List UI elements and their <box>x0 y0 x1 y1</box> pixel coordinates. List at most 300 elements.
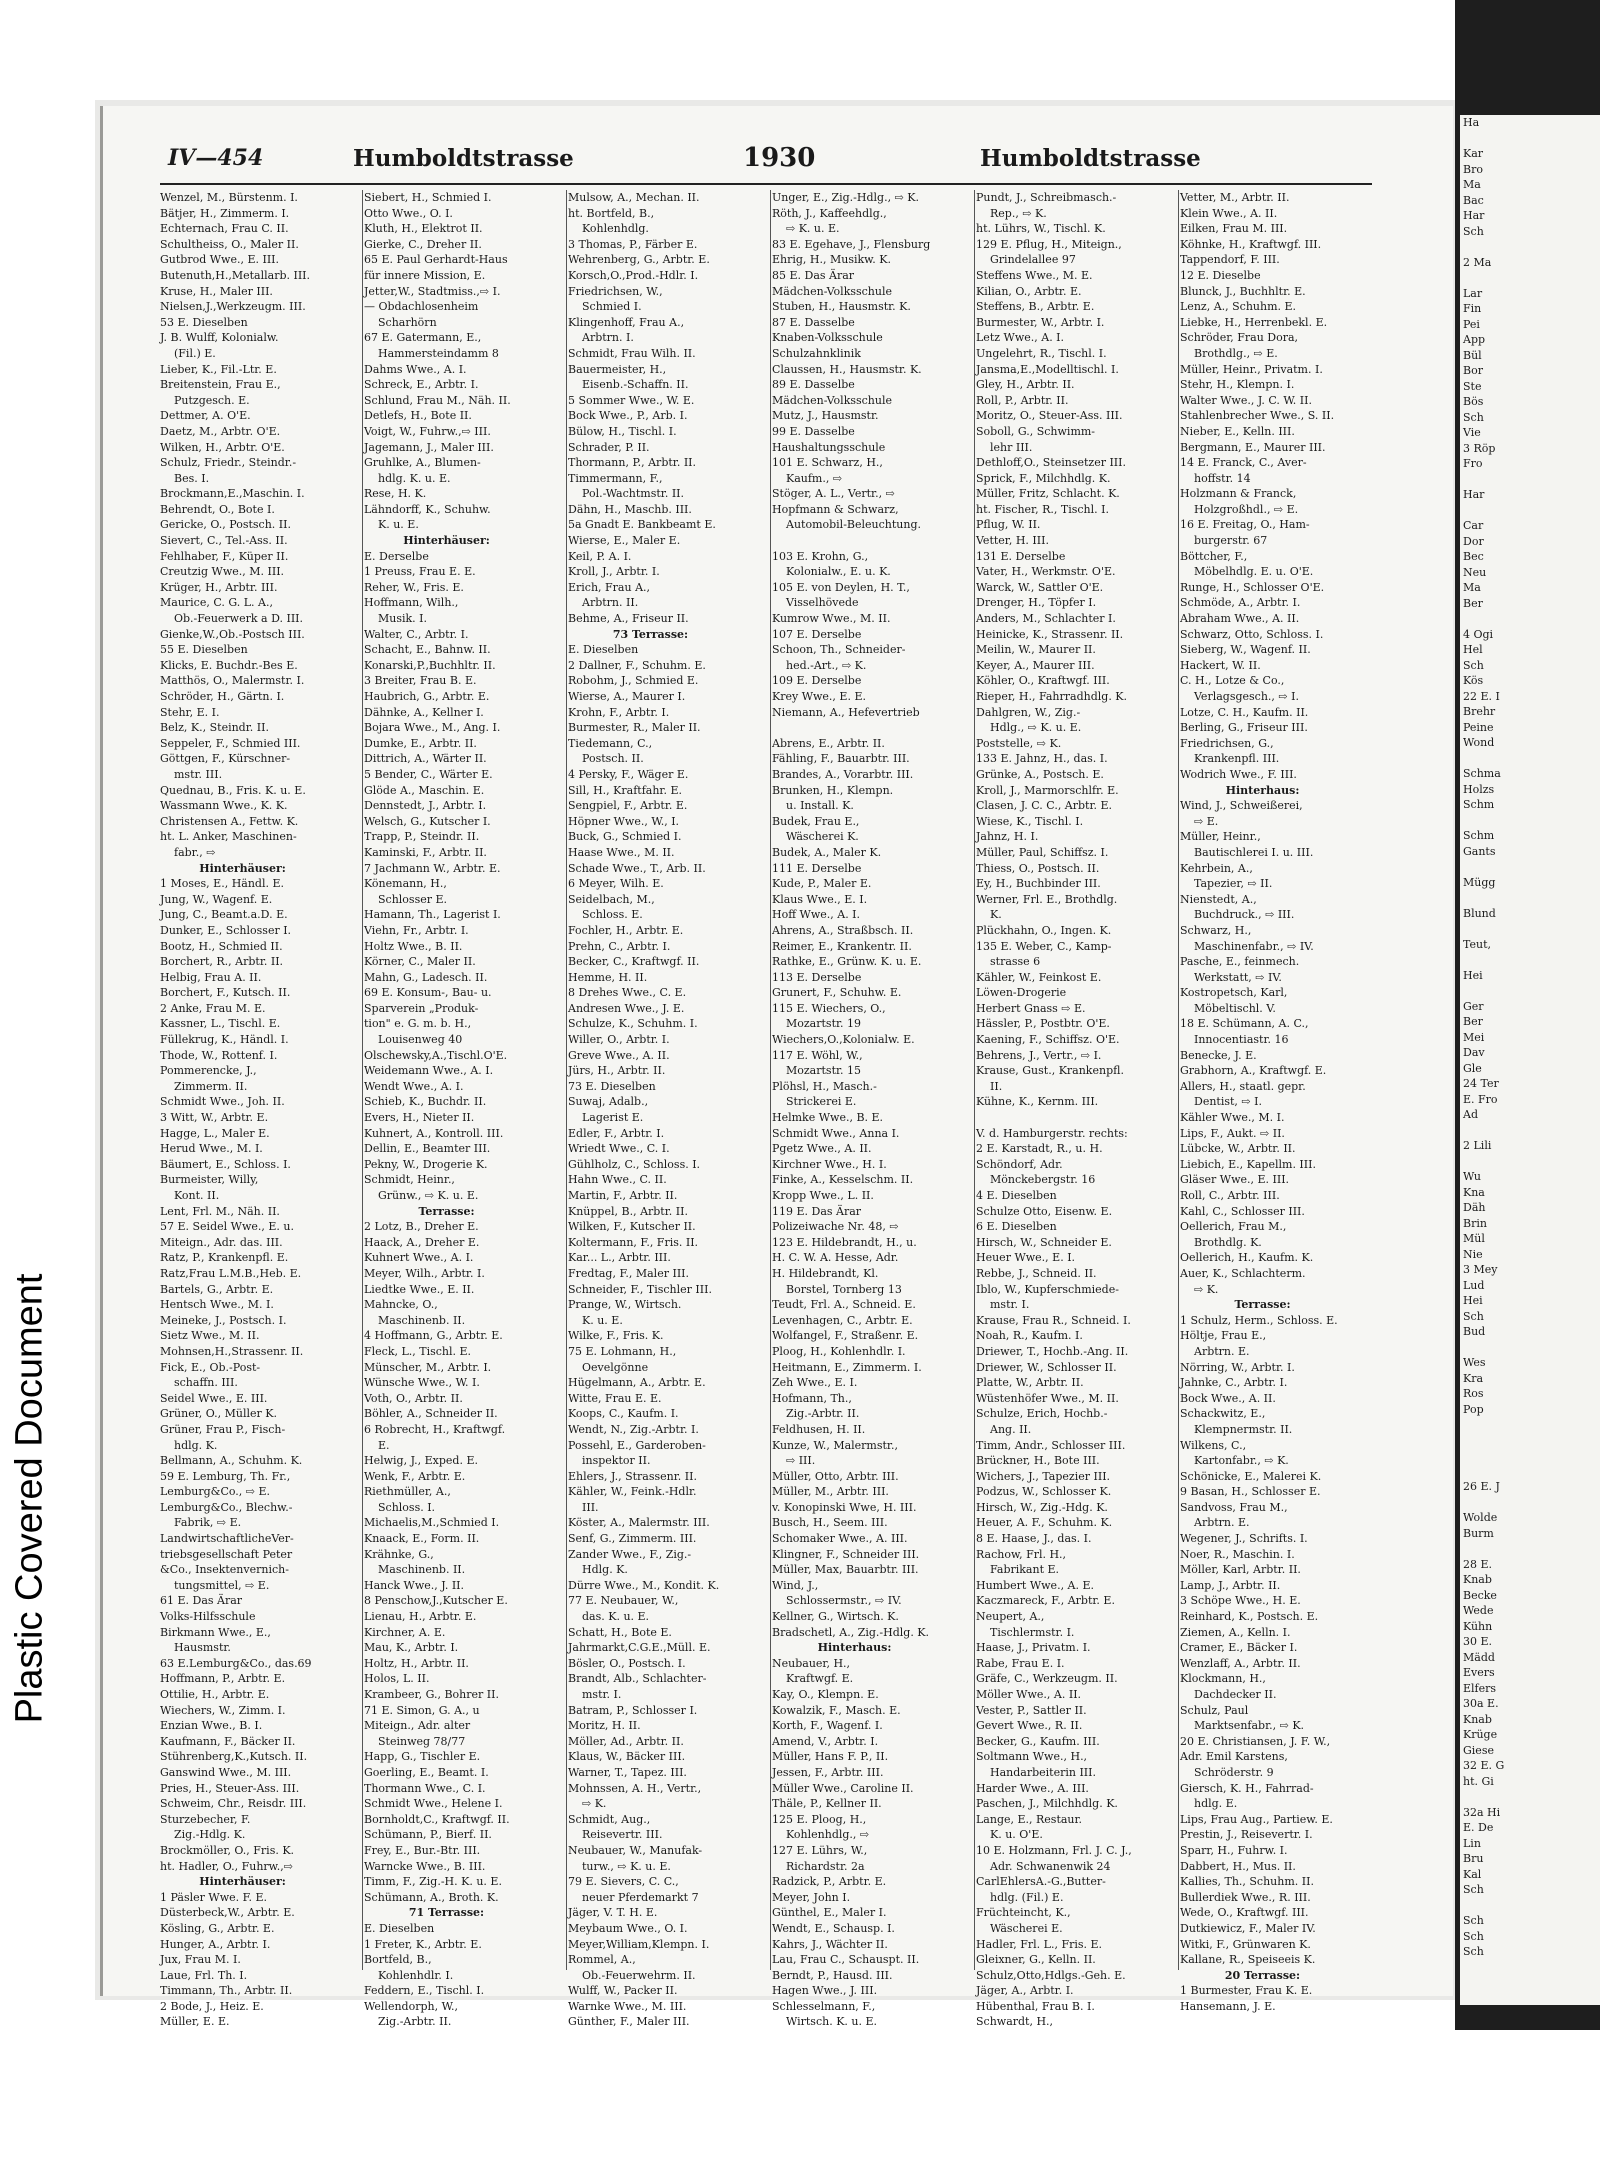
fragment-entry: 32a Hi <box>1463 1805 1501 1819</box>
directory-entry: Abrens, E., Arbtr. II. <box>772 736 885 750</box>
directory-entry: Evers, H., Nieter II. <box>364 1111 475 1125</box>
directory-entry: 16 E. Freitag, O., Ham- <box>1180 518 1310 532</box>
directory-entry: Laue, Frl. Th. I. <box>160 1968 248 1982</box>
directory-entry: Hammersteindamm 8 <box>378 346 499 360</box>
adjacent-page-fragment <box>1460 115 1600 2005</box>
directory-entry: Herbert Gnass ⇨ E. <box>976 1001 1086 1015</box>
directory-entry: 77 E. Neubauer, W., <box>568 1594 679 1608</box>
directory-entry: Kumrow Wwe., M. II. <box>772 612 891 626</box>
directory-entry: Steffens, B., Arbtr. E. <box>976 300 1095 314</box>
fragment-entry: Wond <box>1463 736 1495 749</box>
directory-entry: Schlossermstr., ⇨ IV. <box>786 1594 902 1608</box>
directory-entry: Kirchner, A. E. <box>364 1625 446 1639</box>
directory-entry: Ey, H., Buchbinder III. <box>976 877 1101 891</box>
directory-entry: Lent, Frl. M., Näh. II. <box>160 1204 280 1218</box>
directory-entry: Meyer, John I. <box>772 1890 851 1904</box>
directory-entry: Schulz, Paul <box>1180 1703 1249 1717</box>
directory-entry: Musik. I. <box>378 612 428 626</box>
directory-entry: Frey, E., Bur.-Btr. III. <box>364 1843 481 1857</box>
directory-entry: Gericke, O., Postsch. II. <box>160 518 291 532</box>
directory-entry: 115 E. Wiechers, O., <box>772 1001 886 1015</box>
directory-entry: Gierke, C., Dreher II. <box>364 237 482 251</box>
column-divider <box>566 190 567 1970</box>
directory-entry: Kowalzik, F., Masch. E. <box>772 1703 901 1717</box>
directory-entry: 3 Schöpe Wwe., H. E. <box>1180 1594 1301 1608</box>
directory-entry: Kösling, G., Arbtr. E. <box>160 1921 275 1935</box>
directory-entry: Gläser Wwe., E. III. <box>1180 1173 1290 1187</box>
directory-entry: Dunker, E., Schlosser I. <box>160 923 292 937</box>
directory-entry: 5 Bender, C., Wärter E. <box>364 767 493 781</box>
directory-entry: Wäscherei E. <box>990 1921 1063 1935</box>
directory-entry: Hemme, H. II. <box>568 970 648 984</box>
fragment-entry: Mül <box>1463 1232 1485 1245</box>
directory-entry: Sparr, H., Fuhrw. I. <box>1180 1843 1288 1857</box>
directory-entry: Moritz, H. II. <box>568 1719 641 1733</box>
fragment-entry: Teut, <box>1463 937 1491 951</box>
directory-entry: 61 E. Das Ärar <box>160 1594 243 1608</box>
fragment-entry: Vie <box>1463 426 1481 439</box>
directory-entry: (Fil.) E. <box>174 346 216 360</box>
fragment-entry: Peine <box>1463 720 1494 734</box>
directory-entry: Jäger, V. T. H. E. <box>568 1906 658 1920</box>
directory-entry: ⇨ K. <box>582 1797 607 1811</box>
directory-entry: Wierse, E., Maler E. <box>568 534 681 548</box>
directory-entry: Schwarz, Otto, Schloss. I. <box>1180 627 1324 641</box>
directory-entry: Witte, Frau E. E. <box>568 1391 662 1405</box>
directory-entry: Schloss. E. <box>582 908 643 922</box>
fragment-entry: Knab <box>1463 1573 1492 1586</box>
directory-entry: 83 E. Egehave, J., Flensburg <box>772 237 931 251</box>
directory-entry: Gräfe, C., Werkzeugm. II. <box>976 1672 1118 1686</box>
directory-entry: Grabhorn, A., Kraftwgf. E. <box>1180 1064 1327 1078</box>
directory-entry: Schomaker Wwe., A. III. <box>772 1532 908 1546</box>
directory-entry: Fabrikant E. <box>990 1563 1060 1577</box>
directory-entry: Lau, Frau C., Schauspt. II. <box>772 1953 920 1967</box>
directory-entry: Mädchen-Volksschule <box>772 284 893 298</box>
directory-entry: Eisenb.-Schaffn. II. <box>582 378 689 392</box>
directory-entry: Stöger, A. L., Vertr., ⇨ <box>772 487 895 501</box>
directory-entry: Kont. II. <box>174 1189 220 1202</box>
fragment-entry: 32 E. G <box>1463 1759 1505 1772</box>
directory-entry: Werkstatt, ⇨ IV. <box>1194 970 1282 984</box>
directory-entry: Jetter,W., Stadtmiss.,⇨ I. <box>364 284 501 298</box>
directory-entry: Höpner Wwe., W., I. <box>568 814 680 828</box>
directory-entry: 85 E. Das Ärar <box>772 268 855 282</box>
directory-entry: Jahnz, H. I. <box>976 830 1039 844</box>
directory-entry: Jux, Frau M. I. <box>160 1953 241 1967</box>
directory-entry: Körner, C., Maler II. <box>364 955 476 969</box>
directory-entry: Moritz, O., Steuer-Ass. III. <box>976 409 1123 423</box>
directory-entry: Hoff Wwe., A. I. <box>772 908 861 922</box>
directory-entry: hed.-Art., ⇨ K. <box>786 658 867 672</box>
directory-entry: 79 E. Sievers, C. C., <box>568 1875 679 1889</box>
directory-entry: — Obdachlosenheim <box>364 300 479 314</box>
directory-entry: Walter, C., Arbtr. I. <box>364 627 469 641</box>
directory-entry: Lenz, A., Schuhm. E. <box>1180 300 1297 314</box>
directory-entry: Schröderstr. 9 <box>1194 1765 1274 1779</box>
directory-entry: 55 E. Dieselben <box>160 643 248 657</box>
directory-entry: Teudt, Frl. A., Schneid. E. <box>772 1298 916 1312</box>
directory-entry: 103 E. Krohn, G., <box>772 549 869 563</box>
directory-entry: 57 E. Seidel Wwe., E. u. <box>160 1220 294 1234</box>
directory-entry: Kroll, J., Marmorschlfr. E. <box>976 783 1119 797</box>
directory-entry: K. u. E. <box>378 518 419 532</box>
directory-entry: Werner, Frl. E., Brothdlg. <box>976 892 1118 906</box>
fragment-entry: Evers <box>1463 1666 1495 1679</box>
directory-entry: 1 Schulz, Herm., Schloss. E. <box>1180 1313 1338 1327</box>
directory-entry: Cramer, E., Bäcker I. <box>1180 1641 1298 1655</box>
directory-entry: Kaufm., ⇨ <box>786 471 843 485</box>
fragment-entry: E. De <box>1463 1821 1494 1834</box>
directory-entry: Zig.-Arbtr. II. <box>786 1407 860 1421</box>
directory-entry: hoffstr. 14 <box>1194 471 1251 485</box>
directory-entry: Holzmann & Franck, <box>1180 487 1297 501</box>
directory-entry: Thormann, P., Arbtr. II. <box>568 456 697 470</box>
fragment-entry: Wede <box>1463 1604 1494 1617</box>
fragment-entry: Kna <box>1463 1185 1485 1199</box>
directory-entry: Kähler, W., Feink.-Hdlr. <box>568 1485 697 1499</box>
directory-entry: Borchert, R., Arbtr. II. <box>160 955 284 969</box>
directory-entry: Schloss. I. <box>378 1500 436 1514</box>
directory-entry: Handarbeiterin III. <box>990 1765 1096 1779</box>
directory-entry: Soltmann Wwe., H., <box>976 1750 1088 1764</box>
section-heading: 71 Terrasse: <box>408 1906 485 1920</box>
directory-entry: Ahrens, A., Straßbsch. II. <box>772 923 914 937</box>
directory-entry: neuer Pferdemarkt 7 <box>582 1890 699 1904</box>
directory-entry: Nörring, W., Arbtr. I. <box>1180 1360 1295 1374</box>
directory-entry: 73 E. Dieselben <box>568 1079 656 1093</box>
directory-entry: Holtz, H., Arbtr. II. <box>364 1656 469 1670</box>
directory-entry: Bock Wwe., A. II. <box>1180 1391 1276 1405</box>
directory-entry: K. u. E. <box>582 1313 623 1327</box>
header-rule <box>160 183 1372 185</box>
directory-entry: 119 E. Das Ärar <box>772 1204 862 1218</box>
directory-entry: mstr. III. <box>174 767 223 781</box>
directory-entry: Poststelle, ⇨ K. <box>976 736 1062 750</box>
plastic-covered-label <box>0 1188 60 1808</box>
directory-entry: Rabe, Frau E. I. <box>976 1656 1065 1670</box>
fragment-entry: Dor <box>1463 534 1484 548</box>
directory-entry: Klicks, E. Buchdr.-Bes E. <box>160 658 298 672</box>
directory-entry: Tischlermstr. I. <box>990 1625 1075 1639</box>
directory-entry: Köster, A., Malermstr. III. <box>568 1516 710 1530</box>
directory-entry: Kohlenhdlr. I. <box>378 1968 454 1982</box>
directory-entry: Anders, M., Schlachter I. <box>976 612 1116 626</box>
directory-entry: Brandt, Alb., Schlachter- <box>568 1672 707 1686</box>
directory-entry: Birkmann Wwe., E., <box>160 1625 271 1639</box>
directory-entry: E. <box>378 1438 390 1452</box>
directory-entry: 8 Drehes Wwe., C. E. <box>568 986 687 1000</box>
directory-entry: Gühlholz, C., Schloss. I. <box>568 1157 701 1171</box>
fragment-entry: Mügg <box>1463 875 1496 889</box>
directory-entry: 5a Gnadt E. Bankbeamt E. <box>568 518 716 532</box>
directory-entry: Hahn Wwe., C. II. <box>568 1173 667 1187</box>
directory-entry: Lamp, J., Arbtr. II. <box>1180 1578 1281 1592</box>
directory-entry: ⇨ E. <box>1194 814 1219 828</box>
directory-entry: Butenuth,H.,Metallarb. III. <box>160 268 311 282</box>
directory-entry: Willer, O., Arbtr. I. <box>568 1033 670 1047</box>
directory-entry: mstr. I. <box>582 1688 622 1701</box>
directory-entry: Miteign., Adr. alter <box>364 1719 471 1733</box>
directory-entry: Schacht, E., Bahnw. II. <box>364 643 491 657</box>
directory-entry: Brothdlg. K. <box>1194 1235 1262 1249</box>
directory-entry: Hopfmann & Schwarz, <box>772 502 899 516</box>
directory-entry: Krause, Frau R., Schneid. I. <box>976 1313 1131 1327</box>
directory-entry: Schatt, H., Bote E. <box>568 1625 672 1639</box>
directory-entry: Mulsow, A., Mechan. II. <box>568 191 700 204</box>
directory-entry: Kellner, G., Wirtsch. K. <box>772 1610 899 1624</box>
directory-entry: Belz, K., Steindr. II. <box>160 721 269 735</box>
directory-entry: Brockmöller, O., Fris. K. <box>160 1843 295 1857</box>
directory-entry: Kohlenhdlg., ⇨ <box>786 1828 870 1842</box>
directory-entry: Matthös, O., Malermstr. I. <box>160 674 305 688</box>
directory-entry: Kallane, R., Speiseeis K. <box>1180 1953 1316 1967</box>
directory-entry: Dähn, H., Maschb. III. <box>568 502 692 516</box>
fragment-entry <box>1460 472 1600 488</box>
directory-entry: Breitenstein, Frau E., <box>160 378 281 392</box>
fragment-entry: Bül <box>1463 348 1482 362</box>
directory-entry: Jürs, H., Arbtr. II. <box>568 1064 666 1078</box>
directory-entry: Meyer, Wilh., Arbtr. I. <box>364 1266 485 1280</box>
directory-entry: Stührenberg,K.,Kutsch. II. <box>160 1750 308 1764</box>
directory-entry: Greve Wwe., A. II. <box>568 1048 670 1062</box>
directory-entry: Schade Wwe., T., Arb. II. <box>568 861 706 875</box>
directory-entry: Pol.-Wachtmstr. II. <box>582 487 685 501</box>
fragment-entry: Pop <box>1463 1402 1484 1416</box>
directory-entry: Holos, L. II. <box>364 1672 430 1686</box>
fragment-entry: Ros <box>1463 1387 1484 1400</box>
directory-entry: Hübenthal, Frau B. I. <box>976 1999 1095 2013</box>
directory-entry: Hügelmann, A., Arbtr. E. <box>568 1376 706 1390</box>
directory-entry: Kassner, L., Tischl. E. <box>160 1017 281 1031</box>
directory-entry: Arbtrn. E. <box>1194 1344 1250 1358</box>
directory-entry: Arbtrn. E. <box>1194 1516 1250 1530</box>
fragment-entry: Mädd <box>1463 1650 1495 1664</box>
directory-entry: Humbert Wwe., A. E. <box>976 1578 1095 1592</box>
directory-entry: Lotze, C. H., Kaufm. II. <box>1180 705 1309 719</box>
fragment-entry <box>1460 983 1600 999</box>
directory-entry: Scharhörn <box>378 315 437 329</box>
directory-entry: Kunze, W., Malermstr., <box>772 1438 898 1452</box>
directory-entry: Weidemann Wwe., A. I. <box>364 1064 494 1078</box>
directory-entry: Rachow, Frl. H., <box>976 1547 1067 1561</box>
directory-entry: Borchert, F., Kutsch. II. <box>160 986 291 1000</box>
directory-entry: Sprick, F., Milchhdlg. K. <box>976 471 1111 485</box>
directory-entry: Jahnke, C., Arbtr. I. <box>1180 1376 1288 1390</box>
directory-entry: Mutz, J., Hausmstr. <box>772 409 879 423</box>
directory-entry: Dumke, E., Arbtr. II. <box>364 736 477 750</box>
directory-entry: Schümann, A., Broth. K. <box>364 1890 499 1904</box>
directory-entry: 107 E. Derselbe <box>772 627 862 641</box>
directory-entry: Fick, E., Ob.-Post- <box>160 1360 261 1374</box>
directory-entry: 6 Robrecht, H., Kraftwgf. <box>364 1422 506 1436</box>
directory-entry: Jung, W., Wagenf. E. <box>160 892 273 906</box>
directory-entry: Schulzahnklinik <box>772 346 861 360</box>
directory-entry: Wenzlaff, A., Arbtr. II. <box>1180 1656 1301 1670</box>
directory-entry: Früchteincht, K., <box>976 1906 1071 1920</box>
directory-entry: Mohnssen, A. H., Vertr., <box>568 1781 702 1795</box>
directory-entry: Friedrichsen, G., <box>1180 736 1274 750</box>
directory-entry: Seidel Wwe., E. III. <box>160 1391 268 1405</box>
directory-entry: ht. L. Anker, Maschinen- <box>160 830 297 844</box>
directory-entry: Heuer Wwe., E. I. <box>976 1251 1076 1265</box>
directory-entry: 129 E. Pflug, H., Miteign., <box>976 237 1122 251</box>
directory-entry: Vater, H., Werkmstr. O'E. <box>976 565 1116 579</box>
directory-entry: Hadler, Frl. L., Fris. E. <box>976 1937 1103 1951</box>
directory-entry: 87 E. Dasselbe <box>772 315 855 329</box>
directory-entry: Schmidt, Aug., <box>568 1812 651 1826</box>
directory-entry: Wind, J., Schweißerei, <box>1180 799 1303 813</box>
directory-entry: Gley, H., Arbtr. II. <box>976 378 1075 392</box>
street-title-right: Humboldtstrasse <box>980 145 1201 172</box>
directory-entry: Kroll, J., Arbtr. I. <box>568 565 660 579</box>
directory-entry: Becker, C., Kraftwgf. II. <box>568 955 700 969</box>
directory-entry: Otto Wwe., O. I. <box>364 206 453 220</box>
directory-entry: Rep., ⇨ K. <box>990 206 1047 220</box>
directory-entry: Grunert, F., Schuhw. E. <box>772 986 902 1000</box>
directory-entry: Timmermann, F., <box>568 471 663 485</box>
directory-entry: schaffn. III. <box>174 1376 238 1390</box>
directory-entry: Kaening, F., Schiffsz. O'E. <box>976 1033 1120 1047</box>
directory-entry: Brothdlg., ⇨ E. <box>1194 346 1278 360</box>
fragment-entry: Bec <box>1463 550 1484 563</box>
directory-entry: Steinweg 78/77 <box>378 1734 466 1748</box>
directory-entry: 18 E. Schümann, A. C., <box>1180 1017 1309 1031</box>
directory-entry: Lemburg&Co., Blechw.- <box>160 1500 293 1514</box>
directory-entry: Drenger, H., Töpfer I. <box>976 596 1097 610</box>
directory-entry: Schwarz, H., <box>1180 923 1252 937</box>
directory-entry: Postsch. II. <box>582 752 644 766</box>
directory-entry: Knaack, E., Form. II. <box>364 1532 480 1546</box>
directory-entry: Mönckebergstr. 16 <box>990 1173 1096 1187</box>
directory-entry: Lieber, K., Fil.-Ltr. E. <box>160 362 277 376</box>
directory-entry: Schmidt Wwe., Joh. II. <box>160 1095 285 1109</box>
directory-entry: Schlund, Frau M., Näh. II. <box>364 393 511 407</box>
directory-entry: Kuhnert Wwe., A. I. <box>364 1251 474 1265</box>
directory-entry: Liebich, E., Kapellm. III. <box>1180 1157 1316 1171</box>
directory-entry: Burmester, R., Maler II. <box>568 721 701 735</box>
fragment-entry: Sch <box>1463 1914 1484 1927</box>
directory-entry: Robohm, J., Schmied E. <box>568 674 699 688</box>
directory-entry: ⇨ K. <box>1194 1282 1219 1296</box>
directory-entry: Brockmann,E.,Maschin. I. <box>160 487 305 501</box>
fragment-entry: Däh <box>1463 1201 1486 1214</box>
fragment-entry: Kar <box>1463 147 1484 160</box>
directory-entry: Feddern, E., Tischl. I. <box>364 1984 485 1998</box>
directory-entry: 99 E. Dasselbe <box>772 424 855 438</box>
directory-entry: Kehrbein, A., <box>1180 861 1253 875</box>
directory-entry: Klingner, F., Schneider III. <box>772 1547 920 1561</box>
directory-entry: Ploog, H., Kohlenhdlr. I. <box>772 1344 906 1358</box>
directory-entry: Timm, Andr., Schlosser III. <box>976 1438 1126 1452</box>
directory-entry: Soboll, G., Schwimm- <box>976 424 1096 438</box>
fragment-entry: 2 Ma <box>1463 255 1492 269</box>
fragment-entry: 3 Röp <box>1463 441 1496 455</box>
directory-entry: Löwen-Drogerie <box>976 986 1067 1000</box>
directory-entry: Haushaltungsschule <box>772 440 886 454</box>
directory-entry: Wiechers,O.,Kolonialw. E. <box>772 1033 915 1047</box>
directory-entry: Knaben-Volksschule <box>772 331 883 345</box>
directory-entry: Dentist, ⇨ I. <box>1194 1095 1262 1109</box>
column-divider <box>1178 190 1179 1970</box>
directory-entry: Bes. I. <box>174 471 210 485</box>
directory-entry: Thiess, O., Postsch. II. <box>976 861 1100 875</box>
directory-entry: Kropp Wwe., L. II. <box>772 1189 874 1202</box>
fragment-entry: Gle <box>1463 1061 1482 1075</box>
directory-entry: Neubauer, H., <box>772 1656 851 1670</box>
fragment-entry <box>1460 1433 1600 1449</box>
directory-entry: Ratz, P., Krankenpfl. E. <box>160 1251 289 1265</box>
directory-entry: Zander Wwe., F., Zig.- <box>568 1547 692 1561</box>
directory-entry: Kohlenhdlg. <box>582 222 649 236</box>
directory-entry: Sparverein „Produk- <box>364 1001 479 1015</box>
directory-entry: Wiese, K., Tischl. I. <box>976 814 1084 828</box>
directory-entry: Becker, G., Kaufm. III. <box>976 1734 1100 1748</box>
fragment-entry: Kös <box>1463 674 1484 687</box>
directory-entry: Düsterbeck,W., Arbtr. E. <box>160 1906 295 1920</box>
column-2 <box>364 190 529 2029</box>
fragment-entry: Schm <box>1463 798 1495 811</box>
directory-entry: Kühne, K., Kernm. III. <box>976 1095 1099 1109</box>
fragment-entry: ht. Gi <box>1463 1774 1494 1788</box>
directory-entry: Sill, H., Kraftfahr. E. <box>568 783 682 797</box>
directory-entry: C. H., Lotze & Co., <box>1180 674 1285 688</box>
directory-entry: Bellmann, A., Schuhm. K. <box>160 1454 303 1468</box>
directory-entry: Dittrich, A., Wärter II. <box>364 752 487 766</box>
directory-entry: Lemburg&Co., ⇨ E. <box>160 1485 271 1499</box>
directory-entry: Wegener, J., Schrifts. I. <box>1180 1532 1308 1546</box>
fragment-entry: Kra <box>1463 1371 1484 1385</box>
directory-entry: Bösler, O., Postsch. I. <box>568 1656 686 1670</box>
directory-entry: tungsmittel, ⇨ E. <box>174 1578 270 1592</box>
directory-entry: Böttcher, F., <box>1180 549 1248 563</box>
directory-entry: Maschinenb. II. <box>378 1563 466 1577</box>
directory-entry: Giersch, K. H., Fahrrad- <box>1180 1781 1314 1795</box>
directory-entry: Wulff, W., Packer II. <box>568 1984 678 1998</box>
directory-entry: Sengpiel, F., Arbtr. E. <box>568 799 688 813</box>
directory-entry: Heuer, A. F., Schuhm. K. <box>976 1516 1113 1530</box>
directory-entry: Oevelgönne <box>582 1360 649 1374</box>
directory-entry: Unger, E., Zig.-Hdlg., ⇨ K. <box>772 191 919 204</box>
directory-entry: Möller, Ad., Arbtr. II. <box>568 1734 684 1748</box>
directory-entry: Wendt, E., Schausp. I. <box>772 1921 895 1935</box>
directory-entry: burgerstr. 67 <box>1194 534 1268 548</box>
directory-entry: Jagemann, J., Maler III. <box>364 440 494 454</box>
directory-entry: Driewer, W., Schlosser II. <box>976 1360 1117 1374</box>
directory-entry: Hdlg. K. <box>582 1563 628 1577</box>
directory-entry: Ratz,Frau L.M.B.,Heb. E. <box>160 1266 302 1280</box>
directory-entry: Olschewsky,A.,Tischl.O'E. <box>364 1048 508 1062</box>
directory-entry: Mahncke, O., <box>364 1298 438 1312</box>
directory-entry: Warncke Wwe., B. III. <box>364 1859 486 1873</box>
directory-entry: Zimmerm. II. <box>174 1079 248 1093</box>
directory-entry: Jung, C., Beamt.a.D. E. <box>160 908 288 922</box>
directory-entry: hdlg. K. u. E. <box>378 471 451 485</box>
column-divider <box>770 190 771 1970</box>
section-heading: Hinterhäuser: <box>199 861 286 875</box>
directory-entry: Krohn, F., Arbtr. I. <box>568 705 670 719</box>
directory-entry: 59 E. Lemburg, Th. Fr., <box>160 1469 291 1483</box>
directory-entry: Wäscherei K. <box>786 830 859 844</box>
directory-entry <box>976 1110 1141 1126</box>
directory-entry: Vetter, M., Arbtr. II. <box>1180 191 1290 204</box>
directory-entry: Miteign., Adr. das. III. <box>160 1235 283 1249</box>
directory-entry: Burmeister, Willy, <box>160 1173 259 1187</box>
directory-entry: 2 Lotz, B., Dreher E. <box>364 1220 479 1234</box>
directory-entry: Dellin, E., Beamter III. <box>364 1142 491 1156</box>
directory-entry: &Co., Insektenvernich- <box>160 1563 289 1577</box>
directory-entry: Müller, Fritz, Schlacht. K. <box>976 487 1120 501</box>
